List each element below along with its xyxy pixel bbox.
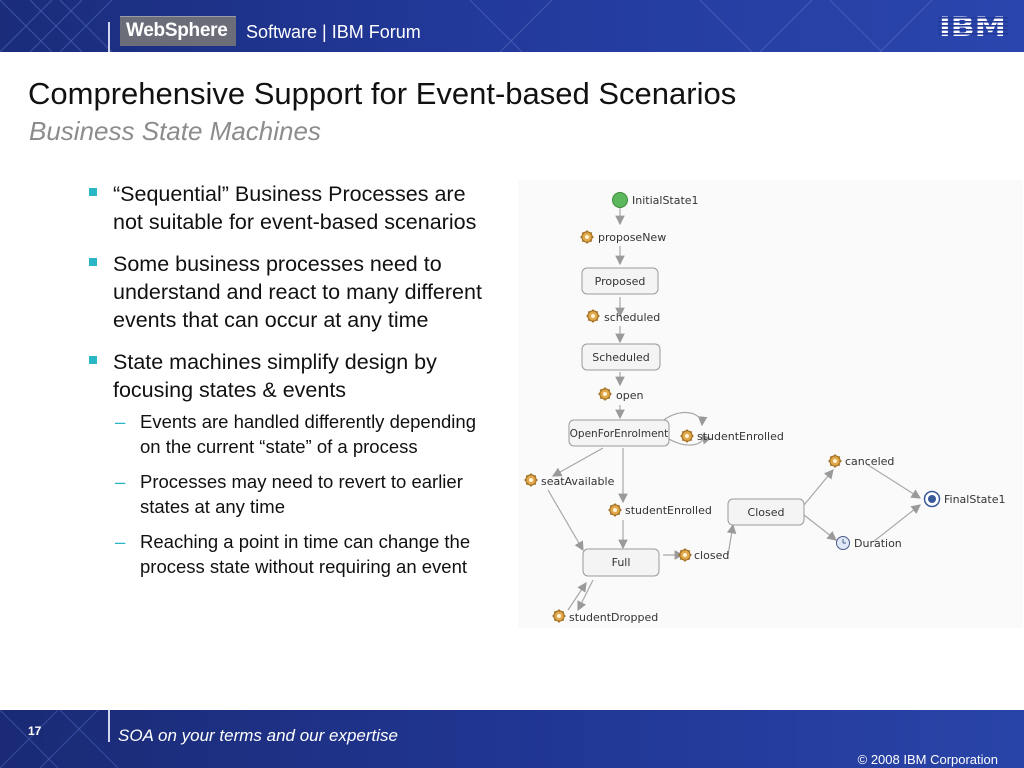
ibm-logo (938, 11, 1008, 41)
websphere-badge (120, 16, 236, 46)
state-label: OpenForEnrolment (569, 428, 669, 440)
sub-bullet-text: Processes may need to revert to earlier states at any time (140, 471, 463, 517)
event-icon (587, 310, 600, 323)
event-label: proposeNew (598, 231, 667, 244)
sub-bullet-item (88, 470, 498, 519)
event-label: studentEnrolled (697, 430, 784, 443)
footer-bar (0, 710, 1024, 768)
event-icon (553, 610, 566, 623)
sub-bullet-text: Reaching a point in time can change the process state without requiring an event (140, 531, 471, 577)
event-label: studentDropped (569, 611, 659, 624)
page-subtitle: Business State Machines (29, 116, 321, 146)
sub-bullet-item (88, 410, 498, 459)
dash-icon: – (115, 531, 126, 552)
bullet-square-icon (89, 258, 97, 266)
initial-state-label: InitialState1 (632, 194, 699, 207)
event-icon (581, 231, 594, 244)
bullet-text: State machines simplify design by focusing states & events (113, 350, 437, 402)
bullet-square-icon (89, 188, 97, 196)
bullet-item (88, 180, 498, 236)
state-label: Proposed (594, 275, 646, 288)
event-icon (609, 504, 622, 517)
copyright-text: © 2008 IBM Corporation (857, 752, 998, 767)
event-icon (525, 474, 538, 487)
bullet-text: “Sequential” Business Processes are not suitable for event-based scenarios (113, 182, 477, 234)
dash-icon: – (115, 471, 126, 492)
header-divider (108, 22, 110, 52)
final-state-label: FinalState1 (944, 493, 1006, 506)
state-label: Closed (747, 506, 785, 519)
event-icon (681, 430, 694, 443)
websphere-label: WebSphere (126, 20, 228, 41)
page-title: Comprehensive Support for Event-based Scenarios (28, 76, 737, 111)
event-label: seatAvailable (541, 475, 615, 488)
header-bar (0, 0, 1024, 52)
bullet-item (88, 348, 498, 404)
event-icon (829, 455, 842, 468)
footer-tagline: SOA on your terms and our expertise (118, 726, 399, 745)
bullet-text: Some business processes need to understand and react to many different events that can occur at any time (113, 252, 482, 332)
bullet-square-icon (89, 356, 97, 364)
bullet-list (88, 180, 498, 590)
bullet-item (88, 250, 498, 334)
event-label: closed (694, 549, 730, 562)
page-number: 17 (28, 724, 42, 738)
state-machine-diagram (518, 180, 1023, 628)
event-label: open (616, 389, 644, 402)
event-label: studentEnrolled (625, 504, 712, 517)
initial-state-icon (613, 193, 628, 208)
event-label: canceled (845, 455, 895, 468)
state-label: Full (611, 556, 631, 569)
sub-bullet-item (88, 530, 498, 579)
footer-divider (108, 710, 110, 742)
event-icon (599, 388, 612, 401)
event-label: scheduled (604, 311, 661, 324)
event-icon (679, 549, 692, 562)
dash-icon: – (115, 411, 126, 432)
forum-label: Software | IBM Forum (246, 22, 421, 42)
state-label: Scheduled (592, 351, 650, 364)
event-label: Duration (854, 537, 902, 550)
sub-bullet-text: Events are handled differently depending on the current “state” of a process (140, 411, 476, 457)
